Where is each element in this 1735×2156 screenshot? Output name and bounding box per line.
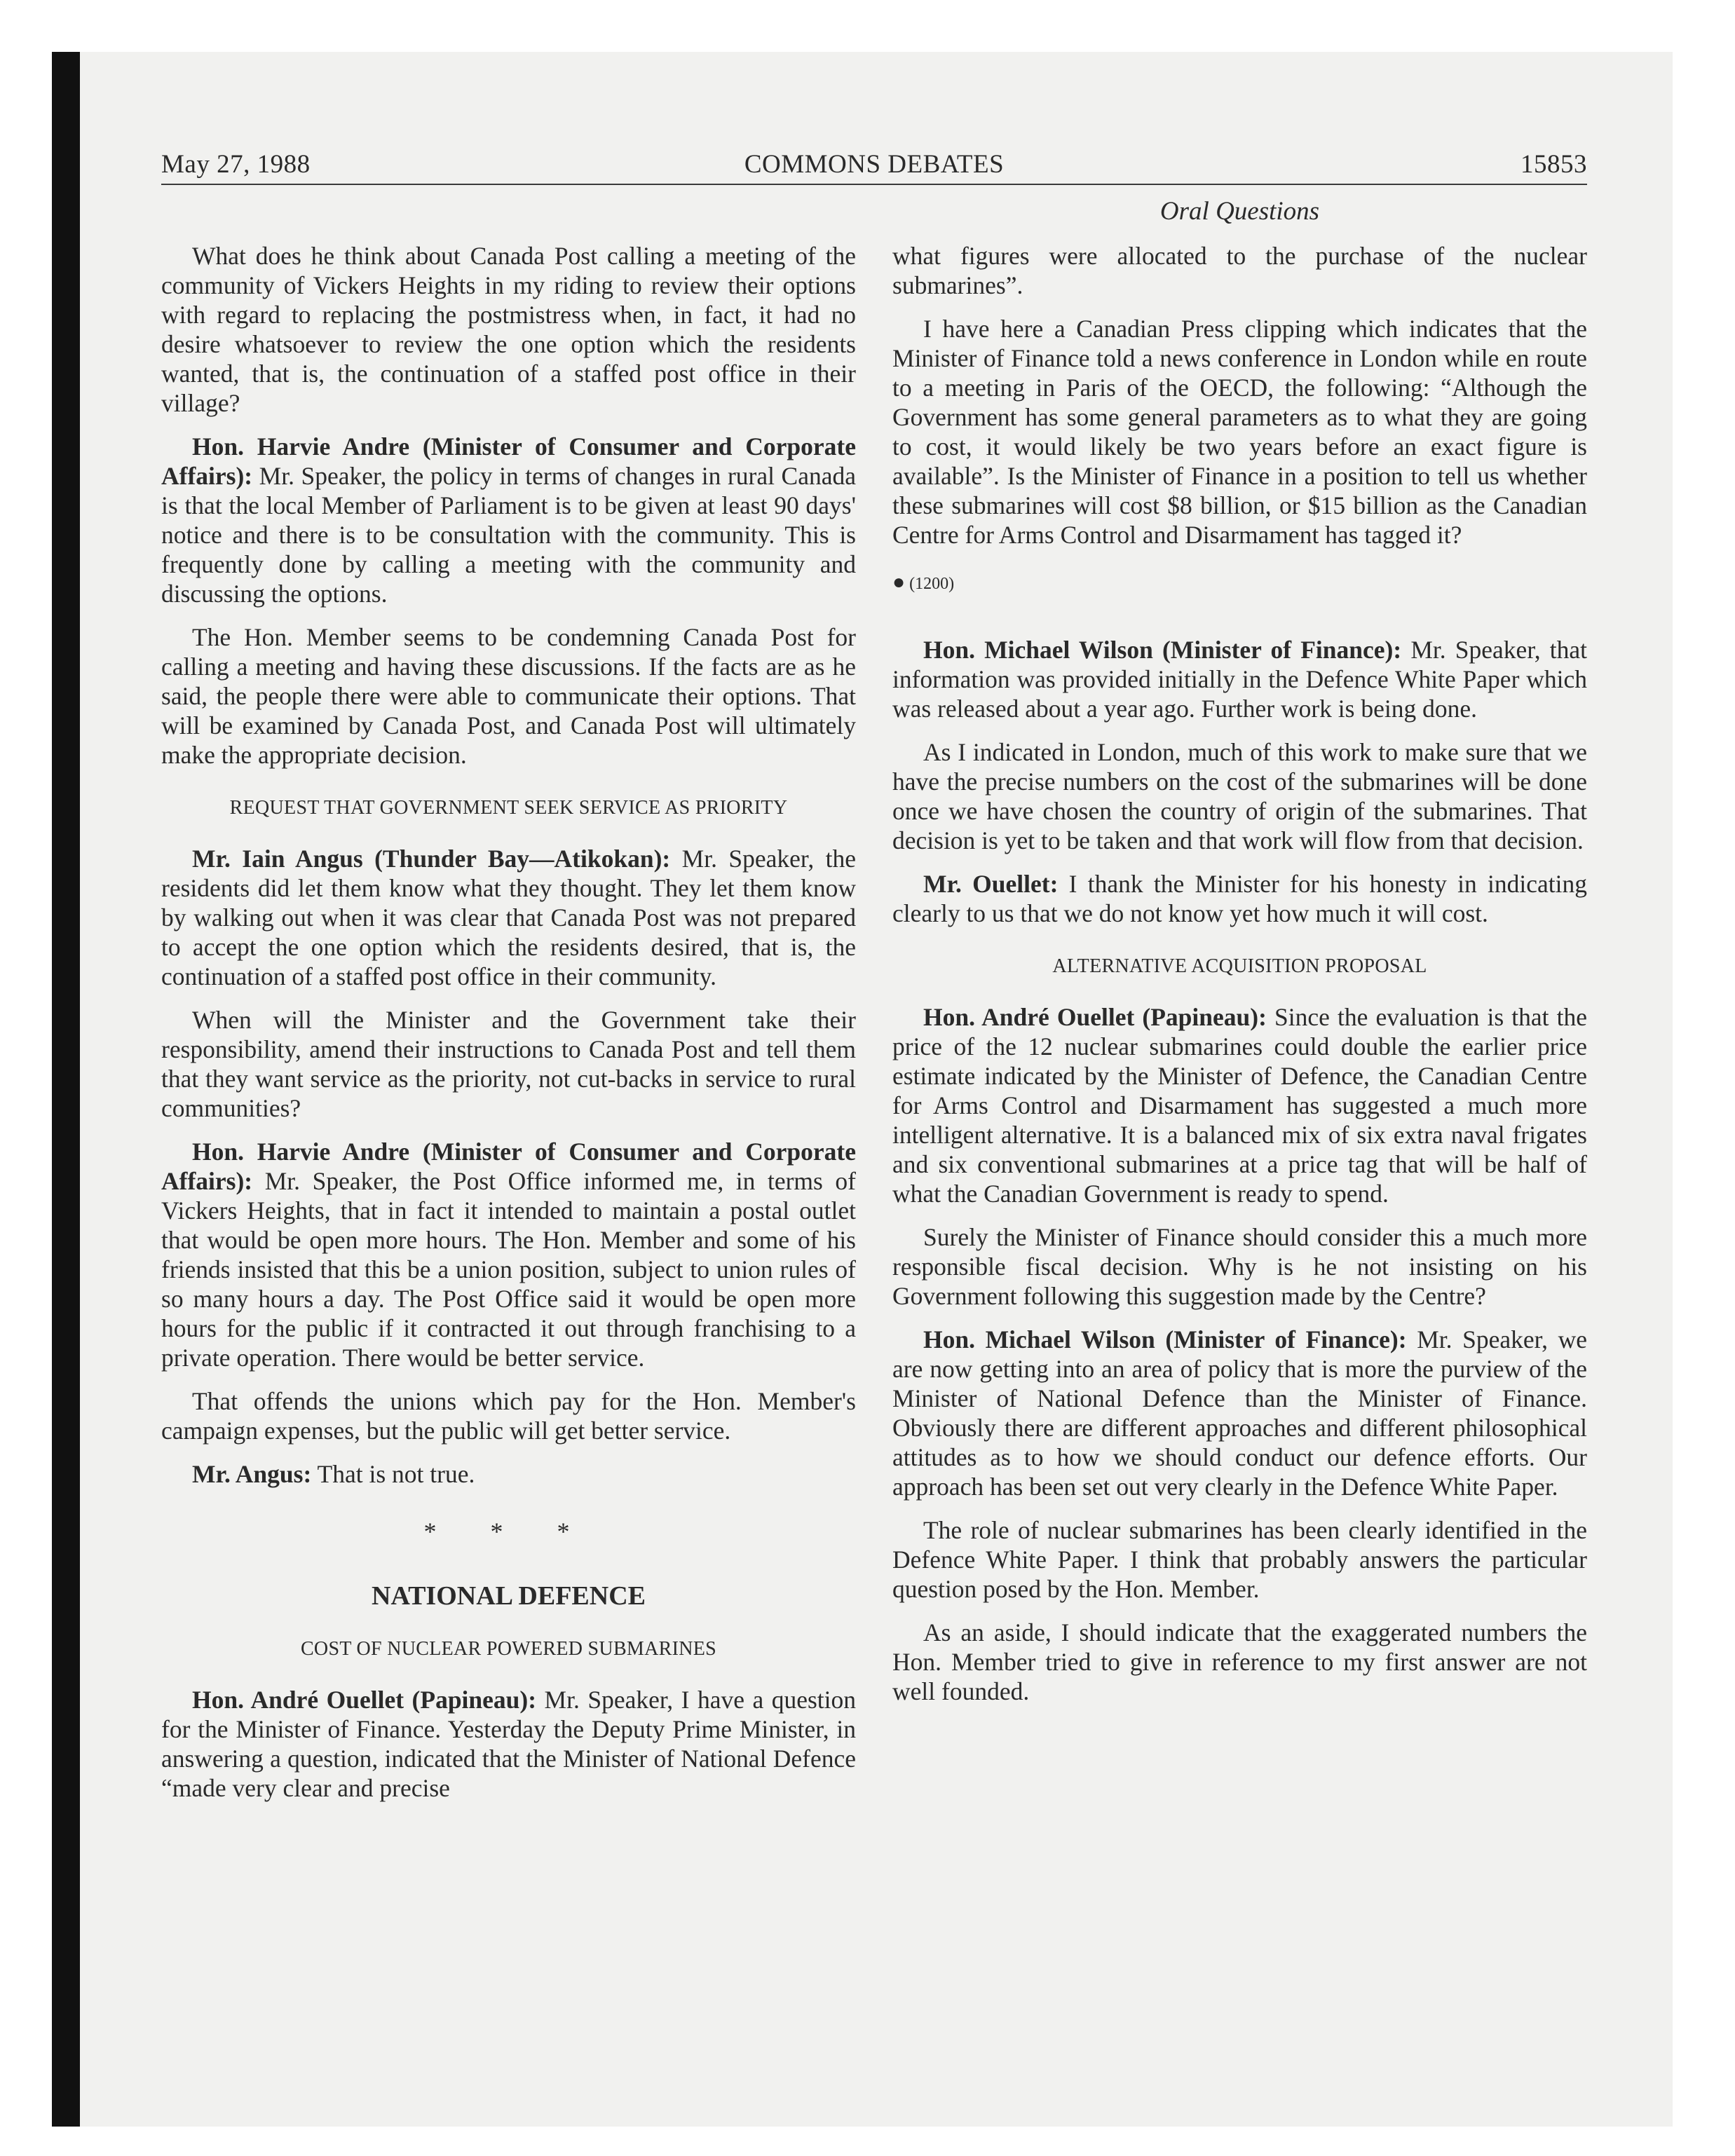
paragraph — [161, 1137, 856, 1372]
speaker-name: Hon. André Ouellet (Papineau): — [192, 1686, 537, 1714]
paragraph: As an aside, I should indicate that the exaggerated numbers the Hon. Member tried to give in reference to my first answer are not well founded. — [892, 1618, 1587, 1705]
speech-text: Mr. Speaker, the residents did let them know what they thought. They let them know by walking out when it was clear that Canada Post was not prepared to accept the one option which the residents desired, that is, the continuation of a staffed post office in their community. — [161, 845, 856, 990]
bullet-icon: ● — [892, 571, 906, 594]
paragraph — [161, 844, 856, 991]
speaker-name: Hon. Michael Wilson (Minister of Finance): — [923, 636, 1402, 664]
left-column — [161, 241, 856, 1817]
section-label: Oral Questions — [1159, 197, 1320, 226]
paragraph — [892, 869, 1587, 928]
running-header — [161, 144, 1587, 185]
speech-text: That is not true. — [311, 1460, 475, 1488]
paragraph: What does he think about Canada Post calling a meeting of the community of Vickers Heights in my riding to review their options with regard to replacing the postmistress when, in fact, it had no desire whatsoever to review the one option which the residents wanted, that is, the continuation of a staffed post office in their village? — [161, 242, 856, 417]
paragraph — [161, 1459, 856, 1489]
paragraph: The role of nuclear submarines has been clearly identified in the Defence White Paper. I think that probably answers the particular question posed by the Hon. Member. — [892, 1516, 1587, 1603]
speaker-name: Hon. Harvie Andre (Minister of Consumer and Corporate Affairs): — [161, 1138, 856, 1195]
timestamp-text: (1200) — [909, 575, 955, 593]
paragraph — [892, 1002, 1587, 1208]
paragraph — [892, 635, 1587, 723]
speaker-name: Mr. Ouellet: — [923, 870, 1059, 898]
paragraph — [161, 432, 856, 608]
speech-text: Mr. Speaker, the policy in terms of changes in rural Canada is that the local Member of Parliament is to be given at least 90 days' notice and there is to be consultation with the community. This is frequently done by calling a meeting with the community and discussing the options. — [161, 462, 856, 608]
speaker-name: Hon. André Ouellet (Papineau): — [923, 1003, 1267, 1031]
speaker-name: Hon. Harvie Andre (Minister of Consumer and Corporate Affairs): — [161, 432, 856, 490]
paragraph: what figures were allocated to the purchase of the nuclear submarines”. — [892, 242, 1587, 299]
paragraph — [892, 1325, 1587, 1501]
header-page-number: 15853 — [1520, 150, 1587, 179]
section-separator: * * * — [423, 1517, 594, 1546]
paragraph: As I indicated in London, much of this work to make sure that we have the precise numbers on the cost of the submarines will be done once we have chosen the country of origin of the submarines. That decision is yet to be taken and that work will flow from that decision. — [892, 738, 1587, 854]
paragraph: I have here a Canadian Press clipping which indicates that the Minister of Finance told a news conference in London while en route to a meeting in Paris of the OECD, the following: “Although the Government has some general parameters as to what they are going to cost, it would likely be two years before an exact figure is available”. Is the Minister of Finance in a position to tell us whether these submarines will cost $8 billion, or $15 billion as the Canadian Centre for Arms Control and Disarmament has tagged it? — [892, 315, 1587, 549]
speech-text: Since the evaluation is that the price of the 12 nuclear submarines could double the earlier price estimate indicated by the Minister of Defence, the Canadian Centre for Arms Control and Disarmament has suggested a much more intelligent alternative. It is a balanced mix of six extra naval frigates and six conventional submarines at a price tag that will be half of what the Canadian Government is ready to spend. — [892, 1003, 1587, 1208]
speech-text: Mr. Speaker, we are now getting into an area of policy that is more the purview of the Minister of National Defence than the Minister of Finance. Obviously there are different approaches and different philosophical attitudes as to how we should conduct our defence efforts. Our approach has been set out very clearly in the Defence White Paper. — [892, 1325, 1587, 1501]
header-date: May 27, 1988 — [161, 150, 311, 179]
paragraph: The Hon. Member seems to be condemning Canada Post for calling a meeting and having these discussions. If the facts are as he said, the people there were able to communicate their options. That will be examined by Canada Post, and Canada Post will ultimately make the appropriate decision. — [161, 623, 856, 769]
section-heading: NATIONAL DEFENCE — [372, 1581, 646, 1611]
timestamp — [892, 568, 1587, 599]
speech-text: Mr. Speaker, I have a question for the Minister of Finance. Yesterday the Deputy Prime Minister, in answering a question, indicated that the Minister of National Defence “made very clear and precise — [161, 1686, 857, 1802]
subheading: REQUEST THAT GOVERNMENT SEEK SERVICE AS PRIORITY — [229, 797, 788, 819]
binding-edge — [52, 52, 80, 2127]
speaker-name: Mr. Angus: — [192, 1460, 312, 1488]
speech-text: I thank the Minister for his honesty in indicating clearly to us that we do not know yet how much it will cost. — [892, 870, 1587, 927]
speaker-name: Hon. Michael Wilson (Minister of Finance): — [923, 1325, 1407, 1353]
subheading: COST OF NUCLEAR POWERED SUBMARINES — [300, 1638, 717, 1660]
speaker-name: Mr. Iain Angus (Thunder Bay—Atikokan): — [192, 845, 671, 873]
right-column — [892, 241, 1587, 1720]
paragraph: Surely the Minister of Finance should consider this a much more responsible fiscal decision. Why is he not insisting on his Government following this suggestion made by the Centre? — [892, 1223, 1587, 1310]
paragraph: When will the Minister and the Government take their responsibility, amend their instructions to Canada Post and tell them that they want service as the priority, not cut-backs in service to rural communities? — [161, 1006, 856, 1122]
paragraph: That offends the unions which pay for the Hon. Member's campaign expenses, but the public will get better service. — [161, 1387, 856, 1445]
speech-text: Mr. Speaker, that information was provided initially in the Defence White Paper which was released about a year ago. Further work is being done. — [892, 636, 1587, 723]
speech-text: Mr. Speaker, the Post Office informed me, in terms of Vickers Heights, that in fact it intended to maintain a postal outlet that would be open more hours. The Hon. Member and some of his friends insisted that this be a union position, subject to union rules of so many hours a day. The Post Office said it would be open more hours for the public if it contracted it out through franchising to a private operation. There would be better service. — [161, 1167, 856, 1372]
paragraph — [161, 1685, 856, 1803]
header-title: COMMONS DEBATES — [744, 150, 1005, 179]
subheading: ALTERNATIVE ACQUISITION PROPOSAL — [1052, 955, 1427, 977]
